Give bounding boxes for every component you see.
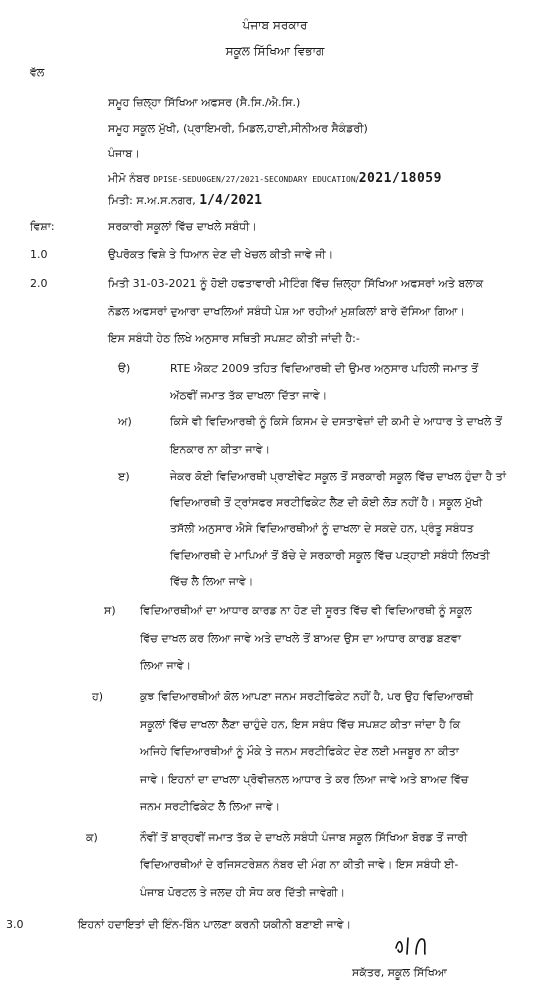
addressee-line-2: ਸਮੂਹ ਸਕੂਲ ਮੁੱਖੀ, (ਪ੍ਰਾਇਮਰੀ, ਮਿਡਲ,ਹਾਈ,ਸੀਨੀਅਰ ਸੈਕੰਡਰੀ): [108, 122, 368, 135]
to-label: ਵੱਲ: [30, 66, 45, 79]
signatory-title: ਸਕੱਤਰ, ਸਕੂਲ ਸਿੱਖਿਆ: [352, 966, 447, 979]
date-line: [108, 194, 262, 208]
item-line: ਕੁਝ ਵਿਦਿਆਰਥੀਆਂ ਕੋਲ ਆਪਣਾ ਜਨਮ ਸਰਟੀਫਿਕੇਟ ਨਹੀਂ ਹੈ, ਪਰ ਉਹ ਵਿਦਿਆਰਥੀ: [140, 690, 474, 703]
item-line: ਵਿੱਚ ਲੈ ਲਿਆ ਜਾਵੇ।: [170, 575, 254, 588]
item-line: ਕਿਸੇ ਵੀ ਵਿਦਿਆਰਥੀ ਨੂੰ ਕਿਸੇ ਕਿਸਮ ਦੇ ਦਸਤਾਵੇਜ਼ਾਂ ਦੀ ਕਮੀ ਦੇ ਆਧਾਰ ਤੇ ਦਾਖਲੇ ਤੋਂ: [170, 415, 502, 428]
item-marker: ਸ): [104, 604, 116, 617]
memo-reference: DPISE-SEDU0GEN/27/2021-SECONDARY EDUCATION: [153, 175, 356, 184]
addressee-line-1: ਸਮੂਹ ਜ਼ਿਲ੍ਹਾ ਸਿੱਖਿਆ ਅਫਸਰ (ਸੈ.ਸਿ./ਐ.ਸਿ.): [108, 96, 301, 109]
item-marker: ਅ): [118, 415, 132, 428]
item-line: ਅਜਿਹੇ ਵਿਦਿਆਰਥੀਆਂ ਨੂੰ ਮੌਕੇ ਤੇ ਜਨਮ ਸਰਟੀਫਿਕੇਟ ਦੇਣ ਲਈ ਮਜਬੂਰ ਨਾ ਕੀਤਾ: [140, 745, 459, 758]
subject-label: ਵਿਸ਼ਾ:: [30, 220, 55, 233]
item-line: ਪੰਜਾਬ ਪੋਰਟਲ ਤੇ ਜਲਦ ਹੀ ਸੋਧ ਕਰ ਦਿੱਤੀ ਜਾਵੇਗੀ।: [140, 886, 346, 899]
item-line: ਵਿਦਿਆਰਥੀ ਦੇ ਮਾਪਿਆਂ ਤੋਂ ਬੱਚੇ ਦੇ ਸਰਕਾਰੀ ਸਕੂਲ ਵਿੱਚ ਪੜ੍ਹਾਈ ਸਬੰਧੀ ਲਿਖਤੀ: [170, 549, 490, 562]
item-marker: ੳ): [118, 362, 131, 375]
item-line: RTE ਐਕਟ 2009 ਤਹਿਤ ਵਿਦਿਆਰਥੀ ਦੀ ਉਮਰ ਅਨੁਸਾਰ ਪਹਿਲੀ ਜਮਾਤ ਤੋਂ: [170, 362, 479, 375]
item-line: ਜਾਵੇ। ਇਹਨਾਂ ਦਾ ਦਾਖਲਾ ਪ੍ਰੋਵੀਜ਼ਨਲ ਆਧਾਰ ਤੇ ਕਰ ਲਿਆ ਜਾਵੇ ਅਤੇ ਬਾਅਦ ਵਿੱਚ: [140, 773, 469, 786]
para-2-number: 2.0: [30, 277, 48, 290]
header-department: ਸਕੂਲ ਸਿੱਖਿਆ ਵਿਭਾਗ: [225, 44, 325, 58]
item-line: ਵਿਦਿਆਰਥੀਆਂ ਦੇ ਰਜਿਸਟਰੇਸ਼ਨ ਨੰਬਰ ਦੀ ਮੰਗ ਨਾ ਕੀਤੀ ਜਾਵੇ। ਇਸ ਸਬੰਧੀ ਈ-: [140, 858, 459, 871]
memo-label: ਮੀਮੋ ਨੰਬਰ: [108, 172, 150, 185]
memo-handwritten-number: 2021/18059: [358, 171, 442, 186]
item-marker: ਹ): [92, 690, 104, 703]
para-1-text: ਉਪਰੋਕਤ ਵਿਸ਼ੇ ਤੇ ਧਿਆਨ ਦੇਣ ਦੀ ਖੇਚਲ ਕੀਤੀ ਜਾਵੇ ਜੀ।: [108, 248, 334, 261]
memo-number: ਮੀਮੋ ਨੰਬਰ DPISE-SEDU0GEN/27/2021-SECONDARY EDUCATION/2021/18059: [108, 171, 442, 186]
item-line: ਇਨਕਾਰ ਨਾ ਕੀਤਾ ਜਾਵੇ।: [170, 443, 271, 456]
item-line: ਵਿਦਿਆਰਥੀਆਂ ਦਾ ਆਧਾਰ ਕਾਰਡ ਨਾ ਹੋਣ ਦੀ ਸੂਰਤ ਵਿੱਚ ਵੀ ਵਿਦਿਆਰਥੀ ਨੂੰ ਸਕੂਲ: [140, 604, 472, 617]
item-line: ਜਨਮ ਸਰਟੀਫਿਕੇਟ ਲੈ ਲਿਆ ਜਾਵੇ।: [140, 800, 281, 813]
para-1-number: 1.0: [30, 248, 48, 261]
para-3-text: ਇਹਨਾਂ ਹਦਾਇਤਾਂ ਦੀ ਇੰਨ-ਬਿੰਨ ਪਾਲਣਾ ਕਰਨੀ ਯਕੀਨੀ ਬਣਾਈ ਜਾਵੇ।: [78, 918, 352, 931]
item-line: ਵਿਦਿਆਰਥੀ ਤੋਂ ਟ੍ਰਾਂਸਫਰ ਸਰਟੀਫਿਕੇਟ ਲੈਣ ਦੀ ਕੋਈ ਲੋੜ ਨਹੀਂ ਹੈ। ਸਕੂਲ ਮੁੱਖੀ: [170, 496, 483, 509]
para-3-number: 3.0: [6, 918, 24, 931]
header-government: ਪੰਜਾਬ ਸਰਕਾਰ: [242, 18, 308, 32]
para-2-line: ਨੋਡਲ ਅਫਸਰਾਂ ਦੁਆਰਾ ਦਾਖਲਿਆਂ ਸਬੰਧੀ ਪੇਸ਼ ਆ ਰਹੀਆਂ ਮੁਸ਼ਕਿਲਾਂ ਬਾਰੇ ਦੱਸਿਆ ਗਿਆ।: [108, 305, 465, 318]
item-marker: ਕ): [86, 831, 98, 844]
item-line: ਵਿੱਚ ਦਾਖਲ ਕਰ ਲਿਆ ਜਾਵੇ ਅਤੇ ਦਾਖਲੇ ਤੋਂ ਬਾਅਦ ਉਸ ਦਾ ਆਧਾਰ ਕਾਰਡ ਬਣਵਾ: [140, 632, 461, 645]
para-2-line: ਇਸ ਸਬੰਧੀ ਹੇਠ ਲਿਖੇ ਅਨੁਸਾਰ ਸਥਿਤੀ ਸਪਸ਼ਟ ਕੀਤੀ ਜਾਂਦੀ ਹੈ:-: [108, 332, 360, 345]
item-line: ਤਸੱਲੀ ਅਨੁਸਾਰ ਐਸੇ ਵਿਦਿਆਰਥੀਆਂ ਨੂੰ ਦਾਖਲਾ ਦੇ ਸਕਦੇ ਹਨ, ਪ੍ਰੰਤੂ ਸਬੰਧਤ: [170, 522, 474, 535]
item-line: ਲਿਆ ਜਾਵੇ।: [140, 659, 192, 672]
date-label: ਮਿਤੀ: ਸ.ਅ.ਸ.ਨਗਰ,: [108, 194, 196, 207]
signature-mark: [392, 930, 442, 960]
item-line: ਜੇਕਰ ਕੋਈ ਵਿਦਿਆਰਥੀ ਪ੍ਰਾਈਵੇਟ ਸਕੂਲ ਤੋਂ ਸਰਕਾਰੀ ਸਕੂਲ ਵਿੱਚ ਦਾਖਲ ਹੁੰਦਾ ਹੈ ਤਾਂ: [170, 470, 506, 483]
para-2-line: ਮਿਤੀ 31-03-2021 ਨੂੰ ਹੋਈ ਹਫਤਾਵਾਰੀ ਮੀਟਿੰਗ ਵਿੱਚ ਜ਼ਿਲ੍ਹਾ ਸਿੱਖਿਆ ਅਫਸਰਾਂ ਅਤੇ ਬਲਾਕ: [108, 277, 484, 290]
item-line: ਨੌਵੀਂ ਤੋਂ ਬਾਰ੍ਹਵੀਂ ਜਮਾਤ ਤੱਕ ਦੇ ਦਾਖਲੇ ਸਬੰਧੀ ਪੰਜਾਬ ਸਕੂਲ ਸਿੱਖਿਆ ਬੋਰਡ ਤੋਂ ਜਾਰੀ: [140, 831, 468, 844]
item-line: ਅੱਠਵੀਂ ਜਮਾਤ ਤੱਕ ਦਾਖਲਾ ਦਿੱਤਾ ਜਾਵੇ।: [170, 389, 328, 402]
item-marker: ੲ): [118, 470, 130, 483]
date-handwritten: 1/4/2021: [199, 193, 262, 208]
addressee-line-3: ਪੰਜਾਬ।: [108, 147, 140, 160]
subject-text: ਸਰਕਾਰੀ ਸਕੂਲਾਂ ਵਿੱਚ ਦਾਖਲੇ ਸਬੰਧੀ।: [108, 220, 257, 233]
item-line: ਸਕੂਲਾਂ ਵਿੱਚ ਦਾਖਲਾ ਲੈਣਾ ਚਾਹੁੰਦੇ ਹਨ, ਇਸ ਸਬੰਧ ਵਿੱਚ ਸਪਸ਼ਟ ਕੀਤਾ ਜਾਂਦਾ ਹੈ ਕਿ: [140, 718, 461, 731]
